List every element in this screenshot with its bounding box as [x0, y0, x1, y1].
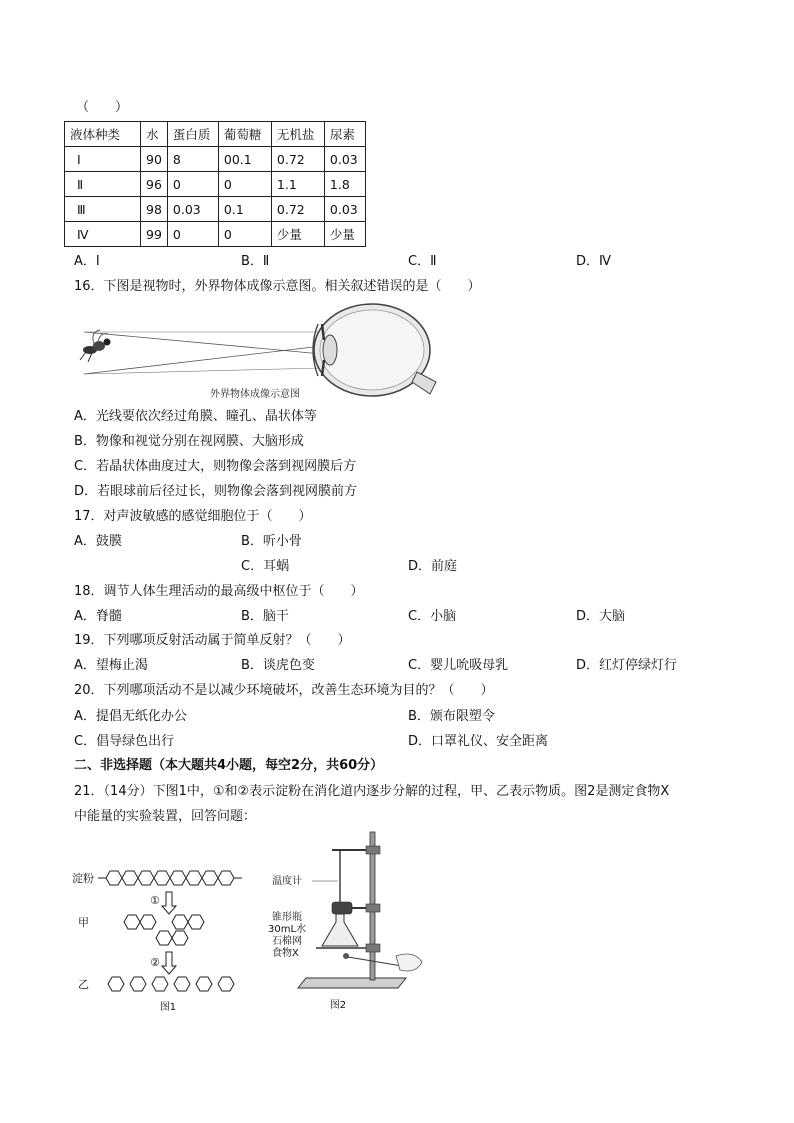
table-cell: 99 [141, 222, 168, 247]
q15-option-c[interactable]: C．Ⅱ [408, 254, 437, 269]
q18-option-c[interactable]: C．小脑 [408, 609, 457, 624]
step-2-label: ② [150, 956, 160, 969]
table-cell: Ⅳ [65, 222, 141, 247]
q16-stem: 16．下图是视物时，外界物体成像示意图。相关叙述错误的是（ ） [74, 279, 481, 294]
q20-option-b[interactable]: B．颁布限塑令 [408, 709, 495, 724]
q15-option-b[interactable]: B．Ⅱ [241, 254, 270, 269]
figure-1-caption: 图1 [159, 1002, 177, 1013]
eye-imaging-figure [72, 302, 438, 402]
step-1-label: ① [150, 894, 160, 907]
table-cell: 少量 [271, 222, 324, 247]
table-cell: Ⅰ [65, 147, 141, 172]
q15-option-d[interactable]: D．Ⅳ [576, 254, 612, 269]
table-cell: 8 [167, 147, 218, 172]
table-cell: 98 [141, 197, 168, 222]
table-cell: 0.72 [271, 197, 324, 222]
q20-option-a[interactable]: A．提倡无纸化办公 [74, 709, 187, 724]
table-cell: 00.1 [218, 147, 271, 172]
table-cell: 0.03 [167, 197, 218, 222]
q17-option-d[interactable]: D．前庭 [408, 559, 458, 574]
q15-option-a[interactable]: A．Ⅰ [74, 254, 100, 269]
yi-label: 乙 [78, 978, 89, 991]
section-2-title: 二、非选择题（本大题共4小题，每空2分，共60分） [74, 758, 384, 773]
figure-2-svg [266, 828, 426, 1014]
table-row [65, 197, 366, 222]
q20-option-c[interactable]: C．倡导绿色出行 [74, 734, 175, 749]
table-cell: 0 [167, 172, 218, 197]
q18-stem: 18．调节人体生理活动的最高级中枢位于（ ） [74, 584, 364, 599]
q19-option-c[interactable]: C．婴儿吮吸母乳 [408, 658, 509, 673]
q21-stem-line-1: 21．（14分）下图1中，①和②表示淀粉在消化道内逐步分解的过程，甲、乙表示物质。图2是测定食物X [74, 784, 670, 799]
table-cell: 0 [218, 172, 271, 197]
thermometer-label: 温度计 [272, 876, 302, 887]
q18-option-b[interactable]: B．脑干 [241, 609, 289, 624]
food-x-label: 食物X [272, 948, 299, 959]
water-label: 30mL水 [268, 924, 307, 935]
q18-option-a[interactable]: A．脊髓 [74, 609, 122, 624]
q15-paren: （ ） [76, 100, 129, 115]
table-header: 液体种类 [65, 122, 141, 147]
q20-stem: 20．下列哪项活动不是以减少环境破坏，改善生态环境为目的？（ ） [74, 683, 494, 698]
table-cell: 0.03 [324, 197, 365, 222]
q19-option-a[interactable]: A．望梅止渴 [74, 658, 148, 673]
figure-1-svg [72, 858, 250, 1014]
starch-digestion-figure-1 [72, 858, 250, 1014]
table-row [65, 222, 366, 247]
jia-label: 甲 [78, 916, 89, 929]
table-cell: 0.1 [218, 197, 271, 222]
table-cell: 1.1 [271, 172, 324, 197]
table-row [65, 147, 366, 172]
table-cell: 0.72 [271, 147, 324, 172]
table-cell: 96 [141, 172, 168, 197]
table-cell: 0.03 [324, 147, 365, 172]
q19-stem: 19．下列哪项反射活动属于简单反射？（ ） [74, 633, 351, 648]
table-cell: 90 [141, 147, 168, 172]
table-cell: Ⅲ [65, 197, 141, 222]
table-header-row [65, 122, 366, 147]
table-row [65, 172, 366, 197]
q16-option-b[interactable]: B．物像和视觉分别在视网膜、大脑形成 [74, 434, 304, 449]
q19-option-d[interactable]: D．红灯停绿灯行 [576, 658, 678, 673]
table-header: 水 [141, 122, 168, 147]
q17-option-c[interactable]: C．耳蜗 [241, 559, 290, 574]
q21-stem-line-2: 中能量的实验装置，回答问题： [74, 809, 257, 824]
q17-stem: 17．对声波敏感的感觉细胞位于（ ） [74, 509, 312, 524]
flask-label: 锥形瓶 [272, 912, 302, 923]
starch-label: 淀粉 [72, 872, 94, 885]
q16-option-c[interactable]: C．若晶状体曲度过大，则物像会落到视网膜后方 [74, 459, 357, 474]
eye-figure-caption: 外界物体成像示意图 [210, 389, 300, 400]
energy-apparatus-figure-2 [266, 828, 426, 1014]
table-header: 蛋白质 [167, 122, 218, 147]
table-cell: 1.8 [324, 172, 365, 197]
q18-option-d[interactable]: D．大脑 [576, 609, 626, 624]
table-header: 尿素 [324, 122, 365, 147]
q20-option-d[interactable]: D．口罩礼仪、安全距离 [408, 734, 549, 749]
table-header: 葡萄糖 [218, 122, 271, 147]
table-cell: Ⅱ [65, 172, 141, 197]
q17-option-a[interactable]: A．鼓膜 [74, 534, 122, 549]
table-cell: 0 [218, 222, 271, 247]
gauze-label: 石棉网 [272, 936, 302, 947]
q16-option-a[interactable]: A．光线要依次经过角膜、瞳孔、晶状体等 [74, 409, 317, 424]
q19-option-b[interactable]: B．谈虎色变 [241, 658, 315, 673]
table-cell: 少量 [324, 222, 365, 247]
q17-option-b[interactable]: B．听小骨 [241, 534, 302, 549]
wasp-icon [80, 330, 111, 362]
table-header: 无机盐 [271, 122, 324, 147]
table-cell: 0 [167, 222, 218, 247]
q16-option-d[interactable]: D．若眼球前后径过长，则物像会落到视网膜前方 [74, 484, 358, 499]
figure-2-caption: 图2 [329, 1000, 347, 1011]
liquid-composition-table [64, 121, 366, 247]
